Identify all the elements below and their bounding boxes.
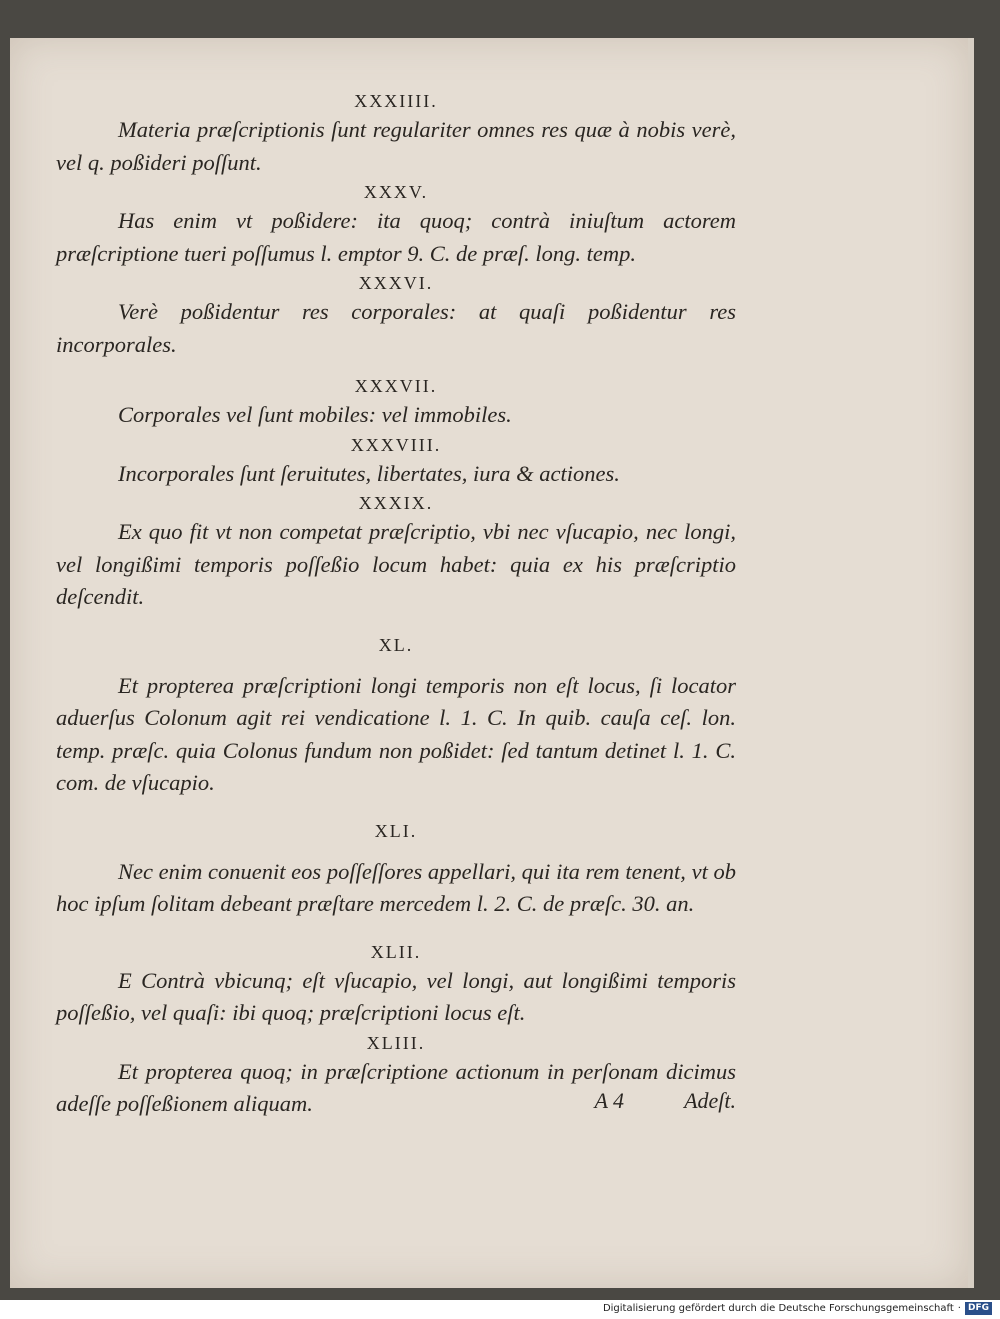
- section-text: Et propterea quoq; in præſcriptione actionum in perſonam dicimus adeſſe poſſeßionem aliquam.: [56, 1058, 736, 1116]
- section-text: Materia præſcriptionis ſunt regulariter omnes res quæ à nobis verè, vel q. poßideri poſſunt.: [56, 117, 736, 175]
- section-number: XXXIIII.: [354, 91, 438, 111]
- section-number: XLII.: [370, 941, 422, 962]
- section-number: XL.: [378, 634, 414, 655]
- section-text: Corporales vel ſunt mobiles: vel immobiles.: [118, 402, 512, 427]
- digitization-credit: [603, 1302, 992, 1315]
- page-footer: [56, 1088, 736, 1114]
- section-text: Et propterea præſcriptioni longi temporis non eſt locus, ſi locator aduerſus Colonum agit rei vendicatione l. 1. C. In quib. cauſa ceſ. lon. temp. præſc. quia Colonus fundum non poßidet: ſed tantum detinet l. 1. C. com. de vſucapio.: [56, 672, 736, 795]
- section-text: Incorporales ſunt ſeruitutes, libertates, iura & actiones.: [118, 460, 620, 486]
- book-page: [10, 38, 974, 1288]
- section-text: Verè poßidentur res corporales: at quaſi poßidentur res incorporales.: [56, 299, 736, 357]
- catchword: Adeſt.: [684, 1088, 736, 1113]
- dfg-logo-icon: DFG: [965, 1302, 992, 1315]
- section-text: E Contrà vbicunq; eſt vſucapio, vel longi, aut longißimi temporis poſſeßio, vel quaſi: ibi quoq; præſcriptioni locus eſt.: [56, 967, 736, 1025]
- section-number: XXXVII.: [354, 376, 438, 396]
- section-text: Ex quo fit vt non competat præſcriptio, vbi nec vſucapio, nec longi, vel longißimi temporis poſſeßio locum habet: quia ex his præſcriptio deſcendit.: [56, 519, 736, 609]
- separator: ·: [957, 1303, 961, 1314]
- section-number: XLI.: [374, 820, 418, 841]
- signature-mark: A 4: [594, 1088, 625, 1113]
- section-number: XLIII.: [366, 1032, 426, 1053]
- section-number: XXXVIII.: [350, 434, 442, 455]
- section-number: XXXIX.: [358, 493, 434, 513]
- section-number: XXXV.: [363, 182, 429, 202]
- section-text: Has enim vt poßidere: ita quoq; contrà iniuſtum actorem præſcriptione tueri poſſumus l. emptor 9. C. de præſ. long. temp.: [56, 208, 736, 266]
- credit-text: Digitalisierung gefördert durch die Deutsche Forschungsgemeinschaft: [602, 1303, 954, 1314]
- section-text: Nec enim conuenit eos poſſeſſores appellari, qui ita rem tenent, vt ob hoc ipſum ſolitam debeant præſtare mercedem l. 2. C. de præſc. 30. an.: [56, 858, 736, 916]
- section-number: XXXVI.: [358, 273, 434, 293]
- page-text: [56, 88, 736, 1121]
